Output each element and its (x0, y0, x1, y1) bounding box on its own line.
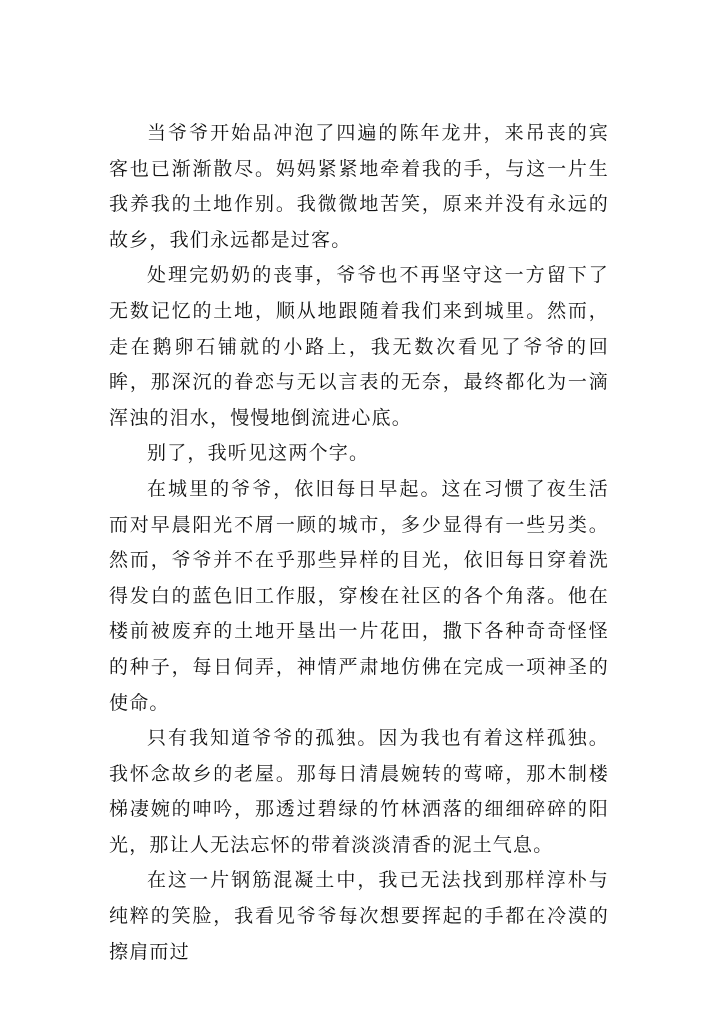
paragraph-5: 只有我知道爷爷的孤独。因为我也有着这样孤独。我怀念故乡的老屋。那每日清晨婉转的莺啼，那木制楼梯凄婉的呻吟，那透过碧绿的竹林洒落的细细碎碎的阳光，那让人无法忘怀的带着淡淡清香的泥土气息。 (109, 727, 609, 856)
paragraph-6: 在这一片钢筋混凝土中，我已无法找到那样淳朴与纯粹的笑脸，我看见爷爷每次想要挥起的手都在冷漠的擦肩而过 (109, 869, 609, 963)
paragraph-3: 别了，我听见这两个字。 (147, 442, 370, 465)
paragraph-4: 在城里的爷爷，依旧每日早起。这在习惯了夜生活而对早晨阳光不屑一顾的城市，多少显得有一些另类。然而，爷爷并不在乎那些异样的目光，依旧每日穿着洗得发白的蓝色旧工作服，穿梭在社区的各个角落。他在楼前被废弃的土地开垦出一片花田，撒下各种奇奇怪怪的种子，每日伺弄，神情严肃地仿佛在完成一项神圣的使命。 (109, 477, 609, 714)
paragraph-1: 当爷爷开始品冲泡了四遍的陈年龙井，来吊丧的宾客也已渐渐散尽。妈妈紧紧地牵着我的手，与这一片生我养我的土地作别。我微微地苦笑，原来并没有永远的故乡，我们永远都是过客。 (109, 122, 609, 251)
paragraph-2: 处理完奶奶的丧事，爷爷也不再坚守这一方留下了无数记忆的土地，顺从地跟随着我们来到城里。然而，走在鹅卵石铺就的小路上，我无数次看见了爷爷的回眸，那深沉的眷恋与无以言表的无奈，最终都化为一滴浑浊的泪水，慢慢地倒流进心底。 (109, 264, 609, 429)
document-body (109, 116, 609, 970)
